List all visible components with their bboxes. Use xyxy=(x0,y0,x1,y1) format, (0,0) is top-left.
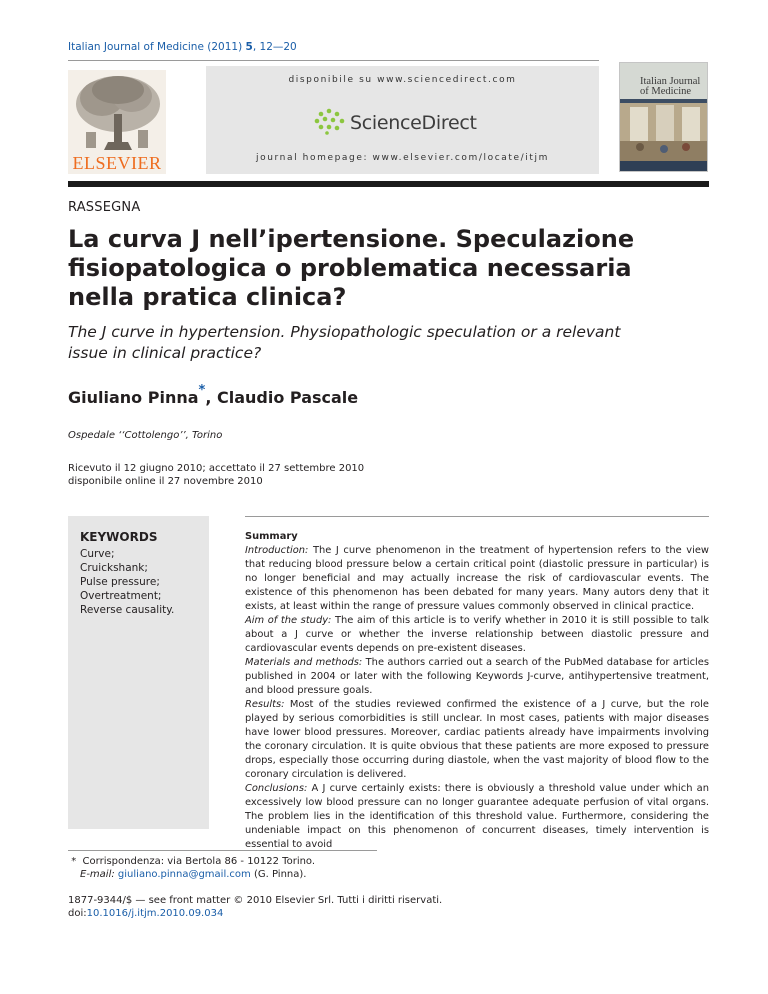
abstract-section-label: Aim of the study: xyxy=(245,615,332,626)
doi-link[interactable]: 10.1016/j.itjm.2010.09.034 xyxy=(86,908,224,919)
article-title: La curva J nell’ipertensione. Speculazione fisiopatologica o problematica necessaria nella pratica clinica? xyxy=(68,225,635,311)
journal-name: Italian Journal of Medicine (2011) xyxy=(68,41,243,53)
abstract-heading: Summary xyxy=(245,531,298,542)
sciencedirect-wordmark[interactable]: ScienceDirect xyxy=(350,112,477,134)
keyword-item: Overtreatment; xyxy=(80,590,162,602)
author-list xyxy=(68,383,358,407)
abstract-methods xyxy=(245,656,709,698)
corresponding-author-marker[interactable]: * xyxy=(198,383,206,398)
copyright-block xyxy=(68,894,442,920)
doi-line xyxy=(68,907,442,920)
keyword-item: Curve; xyxy=(80,548,115,560)
address-text: Corrispondenza: via Bertola 86 - 10122 Torino. xyxy=(82,856,316,867)
online-date: disponibile online il 27 novembre 2010 xyxy=(68,476,263,487)
doi-label: doi: xyxy=(68,908,87,919)
journal-reference[interactable] xyxy=(68,41,297,53)
author-name: Giuliano Pinna xyxy=(68,388,199,407)
article-subtitle: The J curve in hypertension. Physiopathologic speculation or a relevant issue in clinical practice? xyxy=(68,323,621,362)
journal-homepage[interactable]: journal homepage: www.elsevier.com/locate/itjm xyxy=(256,153,549,163)
article-dates xyxy=(68,462,364,488)
journal-cover-thumbnail[interactable] xyxy=(619,62,708,172)
abstract-conclusions xyxy=(245,782,709,852)
cover-painting-icon xyxy=(620,103,708,172)
email-owner: (G. Pinna). xyxy=(253,869,307,880)
keyword-item: Reverse causality. xyxy=(80,604,175,616)
affiliation: Ospedale ‘‘Cottolengo’’, Torino xyxy=(68,430,223,441)
issn-copyright-line: 1877-9344/$ — see front matter © 2010 Elsevier Srl. Tutti i diritti riservati. xyxy=(68,895,443,906)
abstract-section-label: Materials and methods: xyxy=(245,657,363,668)
correspondence-address xyxy=(68,855,315,868)
abstract-introduction xyxy=(245,544,709,614)
abstract-section-text: The aim of this article is to verify whether in 2010 it is still possible to talk about a J curve or whether the inverse relationship between diastolic pressure and cardiovascular events depends on pre-existent diseases. xyxy=(245,615,709,654)
abstract-section-text: The authors carried out a search of the PubMed database for articles published in 2004 or later with the following Keywords J-curve, antihypertensive treatment, and blood pressure goals. xyxy=(245,657,709,696)
received-accepted-dates: Ricevuto il 12 giugno 2010; accettato il 27 settembre 2010 xyxy=(68,463,365,474)
journal-pages: , 12—20 xyxy=(252,41,297,53)
abstract-section-label: Conclusions: xyxy=(245,783,308,794)
abstract xyxy=(245,530,709,852)
abstract-section-text: The J curve phenomenon in the treatment of hypertension refers to the view that reducing blood pressure below a certain critical point (diastolic pressure in particular) is no longer beneficial and may actually increase the risk of cardiovascular events. The existence of this phenomenon has been debated for many years. Many autors deny that it exists, at least within the range of pressure values commonly observed in clinical practice. xyxy=(245,545,709,612)
abstract-section-label: Results: xyxy=(245,699,285,710)
email-link[interactable]: giuliano.pinna@gmail.com xyxy=(117,869,251,880)
author-name: Claudio Pascale xyxy=(216,388,359,407)
abstract-section-text: Most of the studies reviewed confirmed the existence of a J curve, but the role played by serious comorbidities is still unclear. In most cases, patients with major diseases have lower blood pressures. Moreover, cardiac patients already have impairments involving the coronary circulation. It is quite obvious that these patients are more exposed to pressure drops, especially those occurring during diastole, when the vast majority of blood flow to the coronary circulation is delivered. xyxy=(245,699,709,780)
elsevier-logo-text: ELSEVIER xyxy=(72,153,162,173)
cover-title: Italian Journal of Medicine xyxy=(640,76,701,97)
abstract-aim xyxy=(245,614,709,656)
keywords-panel xyxy=(68,516,209,829)
section-label: RASSEGNA xyxy=(68,200,141,215)
availability-text[interactable]: disponibile su www.sciencedirect.com xyxy=(288,75,517,85)
header-thick-divider xyxy=(68,181,709,187)
footnote-marker: * xyxy=(71,856,77,867)
summary-divider xyxy=(245,516,709,517)
footnote-divider xyxy=(68,850,377,851)
journal-volume: 5 xyxy=(245,41,253,53)
abstract-section-label: Introduction: xyxy=(245,545,309,556)
abstract-results xyxy=(245,698,709,782)
keyword-item: Cruickshank; xyxy=(80,562,148,574)
sciencedirect-banner xyxy=(206,66,599,174)
keywords-heading: KEYWORDS xyxy=(80,530,158,544)
keyword-item: Pulse pressure; xyxy=(80,576,160,588)
correspondence-footnote xyxy=(68,855,315,881)
abstract-section-text: A J curve certainly exists: there is obviously a threshold value under which an excessively low blood pressure can no longer guarantee adequate perfusion of vital organs. The problem lies in the identification of this threshold value. Furthermore, considering the undeniable impact on this phenomenon of concurrent diseases, timely intervention is essential to avoid xyxy=(245,783,709,850)
top-divider xyxy=(68,60,599,61)
email-label: E-mail: xyxy=(80,869,115,880)
author-separator: , xyxy=(205,388,217,407)
correspondence-email xyxy=(68,868,315,881)
